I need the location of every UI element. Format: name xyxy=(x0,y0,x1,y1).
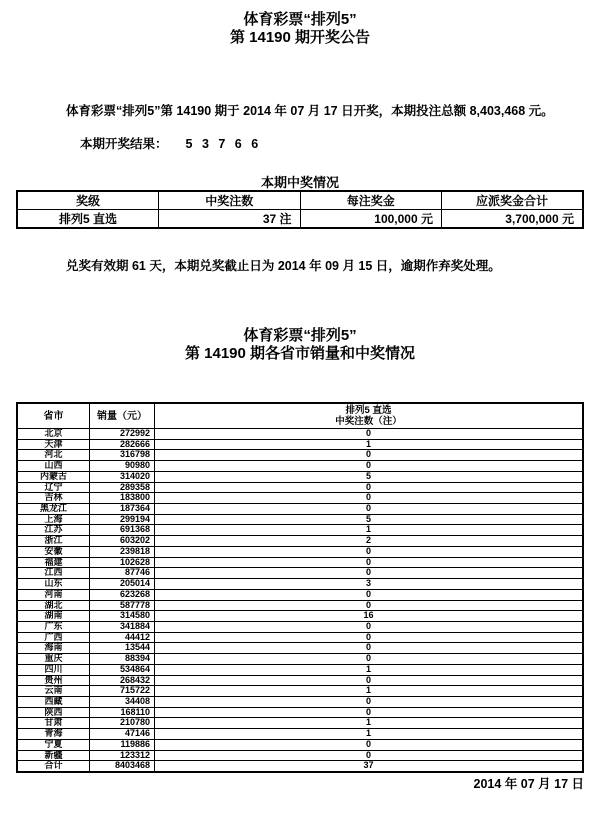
province-table-row xyxy=(17,675,583,686)
province-sales-cell: 34408 xyxy=(90,696,155,707)
province-table-row xyxy=(17,664,583,675)
announcement-title-line2: 第 14190 期开奖公告 xyxy=(229,28,371,46)
province-sales-cell: 534864 xyxy=(90,664,155,675)
prize-header-level: 奖级 xyxy=(17,191,159,210)
prize-level-cell: 排列5 直选 xyxy=(17,210,159,229)
province-wins-cell: 0 xyxy=(155,643,584,654)
province-sales-cell: 87746 xyxy=(90,568,155,579)
province-table-row xyxy=(17,525,583,536)
wins-header-line1: 排列5 直选 xyxy=(345,404,392,416)
province-sales-cell: 289358 xyxy=(90,482,155,493)
province-header-cell: 省市 xyxy=(17,403,90,429)
province-name-cell: 河北 xyxy=(17,450,90,461)
province-name-cell: 浙江 xyxy=(17,536,90,547)
draw-result-line xyxy=(80,136,261,152)
province-table-row xyxy=(17,439,583,450)
province-wins-cell: 0 xyxy=(155,493,584,504)
province-table-row xyxy=(17,450,583,461)
province-name-cell: 广东 xyxy=(17,621,90,632)
province-sales-cell: 691368 xyxy=(90,525,155,536)
province-wins-cell: 1 xyxy=(155,718,584,729)
province-wins-cell: 0 xyxy=(155,568,584,579)
province-wins-cell: 0 xyxy=(155,675,584,686)
province-name-cell: 北京 xyxy=(17,429,90,440)
prize-table-header xyxy=(17,191,583,210)
province-sales-cell: 299194 xyxy=(90,514,155,525)
province-sales-cell: 239818 xyxy=(90,546,155,557)
province-sales-cell: 8403468 xyxy=(90,761,155,772)
province-table-row xyxy=(17,718,583,729)
province-name-cell: 辽宁 xyxy=(17,482,90,493)
province-table-row xyxy=(17,514,583,525)
province-table-row xyxy=(17,600,583,611)
province-name-cell: 安徽 xyxy=(17,546,90,557)
province-wins-cell: 1 xyxy=(155,686,584,697)
province-sales-cell: 587778 xyxy=(90,600,155,611)
province-wins-cell: 0 xyxy=(155,707,584,718)
province-name-cell: 西藏 xyxy=(17,696,90,707)
province-table-row xyxy=(17,504,583,515)
province-wins-cell: 3 xyxy=(155,579,584,590)
province-sales-cell: 210780 xyxy=(90,718,155,729)
province-wins-cell: 0 xyxy=(155,546,584,557)
province-sales-cell: 272992 xyxy=(90,429,155,440)
province-name-cell: 江西 xyxy=(17,568,90,579)
province-table-body xyxy=(17,429,583,773)
province-name-cell: 宁夏 xyxy=(17,739,90,750)
province-wins-cell: 0 xyxy=(155,450,584,461)
province-name-cell: 山西 xyxy=(17,461,90,472)
province-table-row xyxy=(17,750,583,761)
province-table-row xyxy=(17,429,583,440)
province-table-row xyxy=(17,707,583,718)
wins-header-cell xyxy=(155,403,584,429)
province-wins-cell: 1 xyxy=(155,664,584,675)
province-wins-cell: 0 xyxy=(155,429,584,440)
province-section-title-line2: 第 14190 期各省市销量和中奖情况 xyxy=(184,344,416,362)
province-table-row xyxy=(17,654,583,665)
province-sales-cell: 44412 xyxy=(90,632,155,643)
province-sales-cell: 268432 xyxy=(90,675,155,686)
province-wins-cell: 16 xyxy=(155,611,584,622)
province-wins-cell: 1 xyxy=(155,729,584,740)
province-wins-cell: 2 xyxy=(155,536,584,547)
province-section-title xyxy=(0,327,600,362)
prize-total-cell: 3,700,000 元 xyxy=(442,210,584,229)
province-name-cell: 湖北 xyxy=(17,600,90,611)
province-name-cell: 云南 xyxy=(17,686,90,697)
footer-date: 2014 年 07 月 17 日 xyxy=(473,777,584,791)
province-name-cell: 新疆 xyxy=(17,750,90,761)
province-name-cell: 四川 xyxy=(17,664,90,675)
province-table-row xyxy=(17,557,583,568)
province-table-row xyxy=(17,739,583,750)
province-name-cell: 海南 xyxy=(17,643,90,654)
province-wins-cell: 0 xyxy=(155,696,584,707)
province-table-row xyxy=(17,536,583,547)
province-name-cell: 吉林 xyxy=(17,493,90,504)
province-wins-cell: 1 xyxy=(155,525,584,536)
province-table-row xyxy=(17,579,583,590)
province-table-row xyxy=(17,482,583,493)
province-sales-cell: 119886 xyxy=(90,739,155,750)
province-table-row xyxy=(17,643,583,654)
province-table-row xyxy=(17,568,583,579)
province-table-row xyxy=(17,546,583,557)
prize-count-cell: 37 注 xyxy=(159,210,301,229)
province-sales-cell: 88394 xyxy=(90,654,155,665)
prize-per-cell: 100,000 元 xyxy=(300,210,442,229)
sales-header-cell: 销量（元） xyxy=(90,403,155,429)
province-wins-cell: 0 xyxy=(155,504,584,515)
prize-header-count: 中奖注数 xyxy=(159,191,301,210)
province-name-cell: 江苏 xyxy=(17,525,90,536)
province-name-cell: 山东 xyxy=(17,579,90,590)
province-name-cell: 贵州 xyxy=(17,675,90,686)
province-table-row xyxy=(17,761,583,772)
province-sales-cell: 90980 xyxy=(90,461,155,472)
province-sales-cell: 314580 xyxy=(90,611,155,622)
province-wins-cell: 0 xyxy=(155,750,584,761)
province-section-title-line1: 体育彩票“排列5” xyxy=(243,327,357,344)
province-table-row xyxy=(17,696,583,707)
province-sales-cell: 102628 xyxy=(90,557,155,568)
province-wins-cell: 5 xyxy=(155,514,584,525)
province-wins-cell: 5 xyxy=(155,471,584,482)
province-wins-cell: 0 xyxy=(155,482,584,493)
province-sales-cell: 168110 xyxy=(90,707,155,718)
province-wins-cell: 0 xyxy=(155,589,584,600)
prize-header-per: 每注奖金 xyxy=(300,191,442,210)
province-sales-cell: 13544 xyxy=(90,643,155,654)
prize-table xyxy=(16,190,584,229)
province-sales-cell: 603202 xyxy=(90,536,155,547)
province-name-cell: 重庆 xyxy=(17,654,90,665)
province-table-row xyxy=(17,632,583,643)
prize-header-total: 应派奖金合计 xyxy=(442,191,584,210)
province-wins-cell: 0 xyxy=(155,557,584,568)
province-table-row xyxy=(17,621,583,632)
province-table-row xyxy=(17,493,583,504)
province-name-cell: 青海 xyxy=(17,729,90,740)
province-sales-cell: 187364 xyxy=(90,504,155,515)
province-sales-cell: 183800 xyxy=(90,493,155,504)
province-name-cell: 甘肃 xyxy=(17,718,90,729)
province-wins-cell: 37 xyxy=(155,761,584,772)
prize-table-row xyxy=(17,210,583,229)
province-wins-cell: 1 xyxy=(155,439,584,450)
province-table-row xyxy=(17,461,583,472)
draw-result-label: 本期开奖结果： xyxy=(80,137,168,151)
province-sales-cell: 47146 xyxy=(90,729,155,740)
province-wins-cell: 0 xyxy=(155,632,584,643)
province-sales-cell: 123312 xyxy=(90,750,155,761)
province-wins-cell: 0 xyxy=(155,621,584,632)
announcement-title xyxy=(0,11,600,46)
province-table-row xyxy=(17,589,583,600)
draw-result-numbers: 5 3 7 6 6 xyxy=(185,137,262,151)
prize-table-caption: 本期中奖情况 xyxy=(260,175,339,190)
province-wins-cell: 0 xyxy=(155,739,584,750)
province-wins-cell: 0 xyxy=(155,654,584,665)
province-sales-cell: 341884 xyxy=(90,621,155,632)
intro-paragraph: 体育彩票“排列5”第 14190 期于 2014 年 07 月 17 日开奖，本期投注总额 8,403,468 元。 xyxy=(66,104,554,118)
province-sales-cell: 282666 xyxy=(90,439,155,450)
province-sales-table xyxy=(16,402,584,773)
province-sales-cell: 205014 xyxy=(90,579,155,590)
province-name-cell: 湖南 xyxy=(17,611,90,622)
province-table-row xyxy=(17,686,583,697)
province-name-cell: 福建 xyxy=(17,557,90,568)
province-name-cell: 天津 xyxy=(17,439,90,450)
province-name-cell: 上海 xyxy=(17,514,90,525)
province-name-cell: 黑龙江 xyxy=(17,504,90,515)
province-name-cell: 河南 xyxy=(17,589,90,600)
province-table-row xyxy=(17,729,583,740)
province-sales-cell: 314020 xyxy=(90,471,155,482)
province-table-row xyxy=(17,471,583,482)
province-wins-cell: 0 xyxy=(155,600,584,611)
province-name-cell: 内蒙古 xyxy=(17,471,90,482)
redeem-notice: 兑奖有效期 61 天，本期兑奖截止日为 2014 年 09 月 15 日，逾期作弃奖处理。 xyxy=(66,259,501,273)
province-sales-cell: 623268 xyxy=(90,589,155,600)
province-wins-cell: 0 xyxy=(155,461,584,472)
province-name-cell: 广西 xyxy=(17,632,90,643)
province-sales-cell: 715722 xyxy=(90,686,155,697)
province-table-row xyxy=(17,611,583,622)
wins-header-line2: 中奖注数（注） xyxy=(335,416,402,427)
prize-table-body xyxy=(17,210,583,229)
province-name-cell: 陕西 xyxy=(17,707,90,718)
announcement-title-line1: 体育彩票“排列5” xyxy=(243,11,357,28)
province-table-header xyxy=(17,403,583,429)
province-name-cell: 合计 xyxy=(17,761,90,772)
province-sales-cell: 316798 xyxy=(90,450,155,461)
